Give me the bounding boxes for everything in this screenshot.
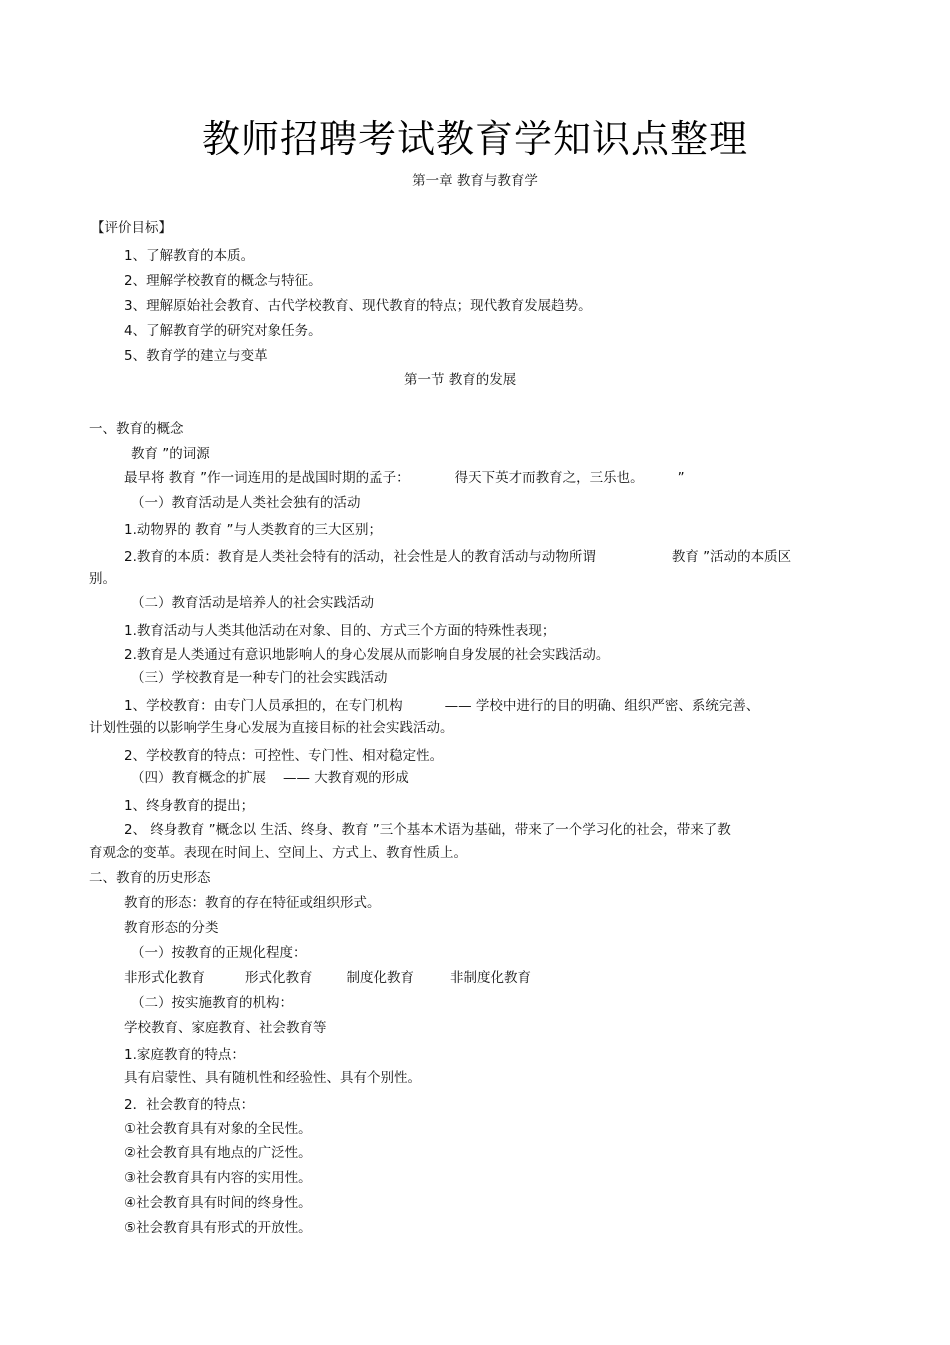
paragraph <box>124 548 791 566</box>
subheading: （二）教育活动是培养人的社会实践活动 <box>131 595 374 611</box>
paragraph: 2.教育是人类通过有意识地影响人的身心发展从而影响自身发展的社会实践活动。 <box>124 647 610 663</box>
paragraph: 教育的形态：教育的存在特征或组织形式。 <box>124 895 381 911</box>
paragraph: 2、 终身教育 ”概念以 生活、终身、教育 ”三个基本术语为基础，带来了一个学习化的社会，带来了教 <box>124 822 731 838</box>
paragraph: 2、学校教育的特点：可控性、专门性、相对稳定性。 <box>124 748 444 764</box>
paragraph: 别。 <box>89 571 116 587</box>
goal-item: 5、教育学的建立与变革 <box>124 348 268 364</box>
paragraph: 2．社会教育的特点： <box>124 1097 255 1113</box>
text-run: 最早将 教育 ”作一词连用的是战国时期的孟子： <box>124 470 410 486</box>
paragraph <box>124 697 759 715</box>
text-run: ” <box>677 470 685 486</box>
text-run: —— 大教育观的形成 <box>283 770 409 786</box>
paragraph <box>124 469 685 487</box>
text-run: （四）教育概念的扩展 <box>131 770 266 786</box>
list-item: ⑤社会教育具有形式的开放性。 <box>124 1220 312 1236</box>
subheading: （二）按实施教育的机构： <box>131 995 293 1011</box>
goal-item: 2、理解学校教育的概念与特征。 <box>124 273 322 289</box>
document-title: 教师招聘考试教育学知识点整理 <box>201 117 748 161</box>
paragraph: 1.教育活动与人类其他活动在对象、目的、方式三个方面的特殊性表现； <box>124 623 556 639</box>
type-item: 非形式化教育 <box>124 970 205 986</box>
heading-concept: 一、教育的概念 <box>89 421 184 437</box>
paragraph: 1.家庭教育的特点： <box>124 1047 245 1063</box>
list-item: ③社会教育具有内容的实用性。 <box>124 1170 312 1186</box>
list-item: ①社会教育具有对象的全民性。 <box>124 1121 312 1137</box>
paragraph: 学校教育、家庭教育、社会教育等 <box>124 1020 327 1036</box>
paragraph: 1.动物界的 教育 ”与人类教育的三大区别； <box>124 522 382 538</box>
subheading <box>131 769 409 787</box>
list-item: ④社会教育具有时间的终身性。 <box>124 1195 312 1211</box>
section-heading: 第一节 教育的发展 <box>404 372 517 388</box>
list-item: ②社会教育具有地点的广泛性。 <box>124 1145 312 1161</box>
text-run: —— 学校中进行的目的明确、组织严密、系统完善、 <box>444 698 760 714</box>
subheading: （一）按教育的正规化程度： <box>131 945 307 961</box>
subheading: （三）学校教育是一种专门的社会实践活动 <box>131 670 388 686</box>
paragraph: 育观念的变革。表现在时间上、空间上、方式上、教育性质上。 <box>89 845 467 861</box>
paragraph: 教育 ”的词源 <box>131 446 210 462</box>
type-item: 形式化教育 <box>245 970 313 986</box>
paragraph: 教育形态的分类 <box>124 920 219 936</box>
paragraph: 计划性强的以影响学生身心发展为直接目标的社会实践活动。 <box>89 720 454 736</box>
text-run: 得天下英才而教育之，三乐也。 <box>454 470 644 486</box>
paragraph: 具有启蒙性、具有随机性和经验性、具有个别性。 <box>124 1070 421 1086</box>
eval-header: 【评价目标】 <box>91 220 172 236</box>
text-run: 2.教育的本质：教育是人类社会特有的活动，社会性是人的教育活动与动物所谓 <box>124 549 596 565</box>
type-item: 制度化教育 <box>346 970 414 986</box>
goal-item: 1、了解教育的本质。 <box>124 248 255 264</box>
paragraph: 1、终身教育的提出； <box>124 798 255 814</box>
subheading: （一）教育活动是人类社会独有的活动 <box>131 495 361 511</box>
type-item: 非制度化教育 <box>450 970 531 986</box>
chapter-heading: 第一章 教育与教育学 <box>412 173 538 189</box>
text-run: 1、学校教育：由专门人员承担的，在专门机构 <box>124 698 403 714</box>
heading-history: 二、教育的历史形态 <box>89 870 211 886</box>
text-run: 教育 ”活动的本质区 <box>671 549 792 565</box>
type-list <box>124 969 531 987</box>
goal-item: 4、了解教育学的研究对象任务。 <box>124 323 322 339</box>
goal-item: 3、理解原始社会教育、古代学校教育、现代教育的特点；现代教育发展趋势。 <box>124 298 592 314</box>
